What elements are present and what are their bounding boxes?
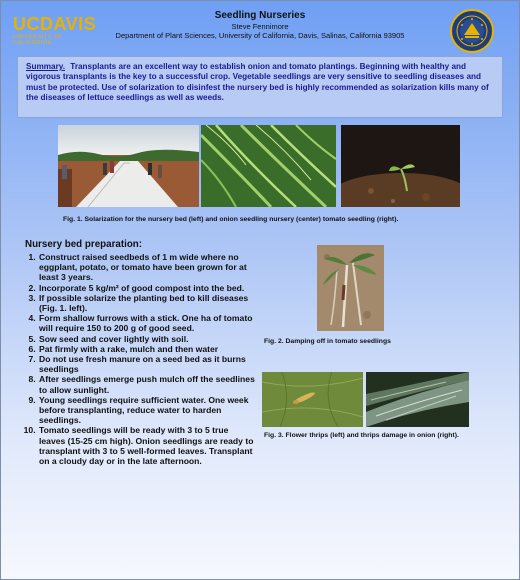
tomato-seedling-photo: [341, 125, 460, 207]
poster-department: Department of Plant Sciences, University of California, Davis, Salinas, California 93905: [115, 31, 405, 40]
onion-thrips-damage-photo: [366, 372, 469, 427]
damping-off-photo: [317, 245, 384, 331]
step-item: 1. Construct raised seedbeds of 1 m wide where no eggplant, potato, or tomato have been grown for at least 3 years.: [38, 252, 257, 283]
step-item: 6. Pat firmly with a rake, mulch and then water: [38, 344, 257, 354]
fig1-caption: Fig. 1. Solarization for the nursery bed (left) and onion seedling nursery (center) tomato seedling (right).: [63, 216, 399, 223]
solarization-bed-photo: [58, 125, 199, 207]
step-item: 3. If possible solarize the planting bed to kill diseases (Fig. 1. left).: [38, 293, 257, 313]
summary-label: Summary.: [26, 62, 65, 71]
step-item: 2. Incorporate 5 kg/m² of good compost into the bed.: [38, 283, 257, 293]
step-item: 10. Tomato seedlings will be ready with 3 to 5 true leaves (15-25 cm high). Onion seedlings are ready to transplant with 3 to 5 well-formed leaves. Transplant on a cloudy day or in the late afternoon.: [38, 425, 257, 466]
poster-header: [1, 1, 519, 57]
flower-thrips-photo: [262, 372, 363, 427]
poster-title: Seedling Nurseries: [214, 10, 306, 21]
summary-box: [17, 56, 503, 118]
fig3-caption: Fig. 3. Flower thrips (left) and thrips damage in onion (right).: [264, 432, 459, 439]
step-item: 4. Form shallow furrows with a stick. One ha of tomato will require 150 to 200 g of good seed.: [38, 313, 257, 333]
logo-subtitle: UNIVERSITY OF CALIFORNIA: [13, 34, 63, 46]
step-item: 8. After seedlings emerge push mulch off the seedlines to allow sunlight.: [38, 374, 257, 394]
summary-text: Transplants are an excellent way to establish onion and tomato plantings. Beginning with healthy and vigorous transplants is the key to a successful crop. Vegetable seedlings are very sensitive to seedling diseases and must be protected. Use of solarization to disinfest the nursery bed is highly recommended as solarization kills many of the diseases of lettuce seedlings as well as weeds.: [26, 62, 489, 103]
logo-word: UCDAVIS: [13, 14, 97, 34]
step-item: 9. Young seedlings require sufficient water. One week before transplanting, reduce water to harden seedlings.: [38, 395, 257, 426]
nursery-steps-section: [25, 239, 257, 466]
fig2-caption: Fig. 2. Damping off in tomato seedlings: [264, 338, 391, 345]
nursery-heading: Nursery bed preparation:: [25, 239, 143, 250]
onion-nursery-photo: [201, 125, 336, 207]
poster-author: Steve Fennimore: [231, 22, 289, 31]
nursery-steps-list: [25, 252, 257, 466]
uc-seal-icon: [450, 9, 494, 53]
step-item: 7. Do not use fresh manure on a seed bed as it burns seedlings: [38, 354, 257, 374]
step-item: 5. Sow seed and cover lightly with soil.: [38, 334, 257, 344]
